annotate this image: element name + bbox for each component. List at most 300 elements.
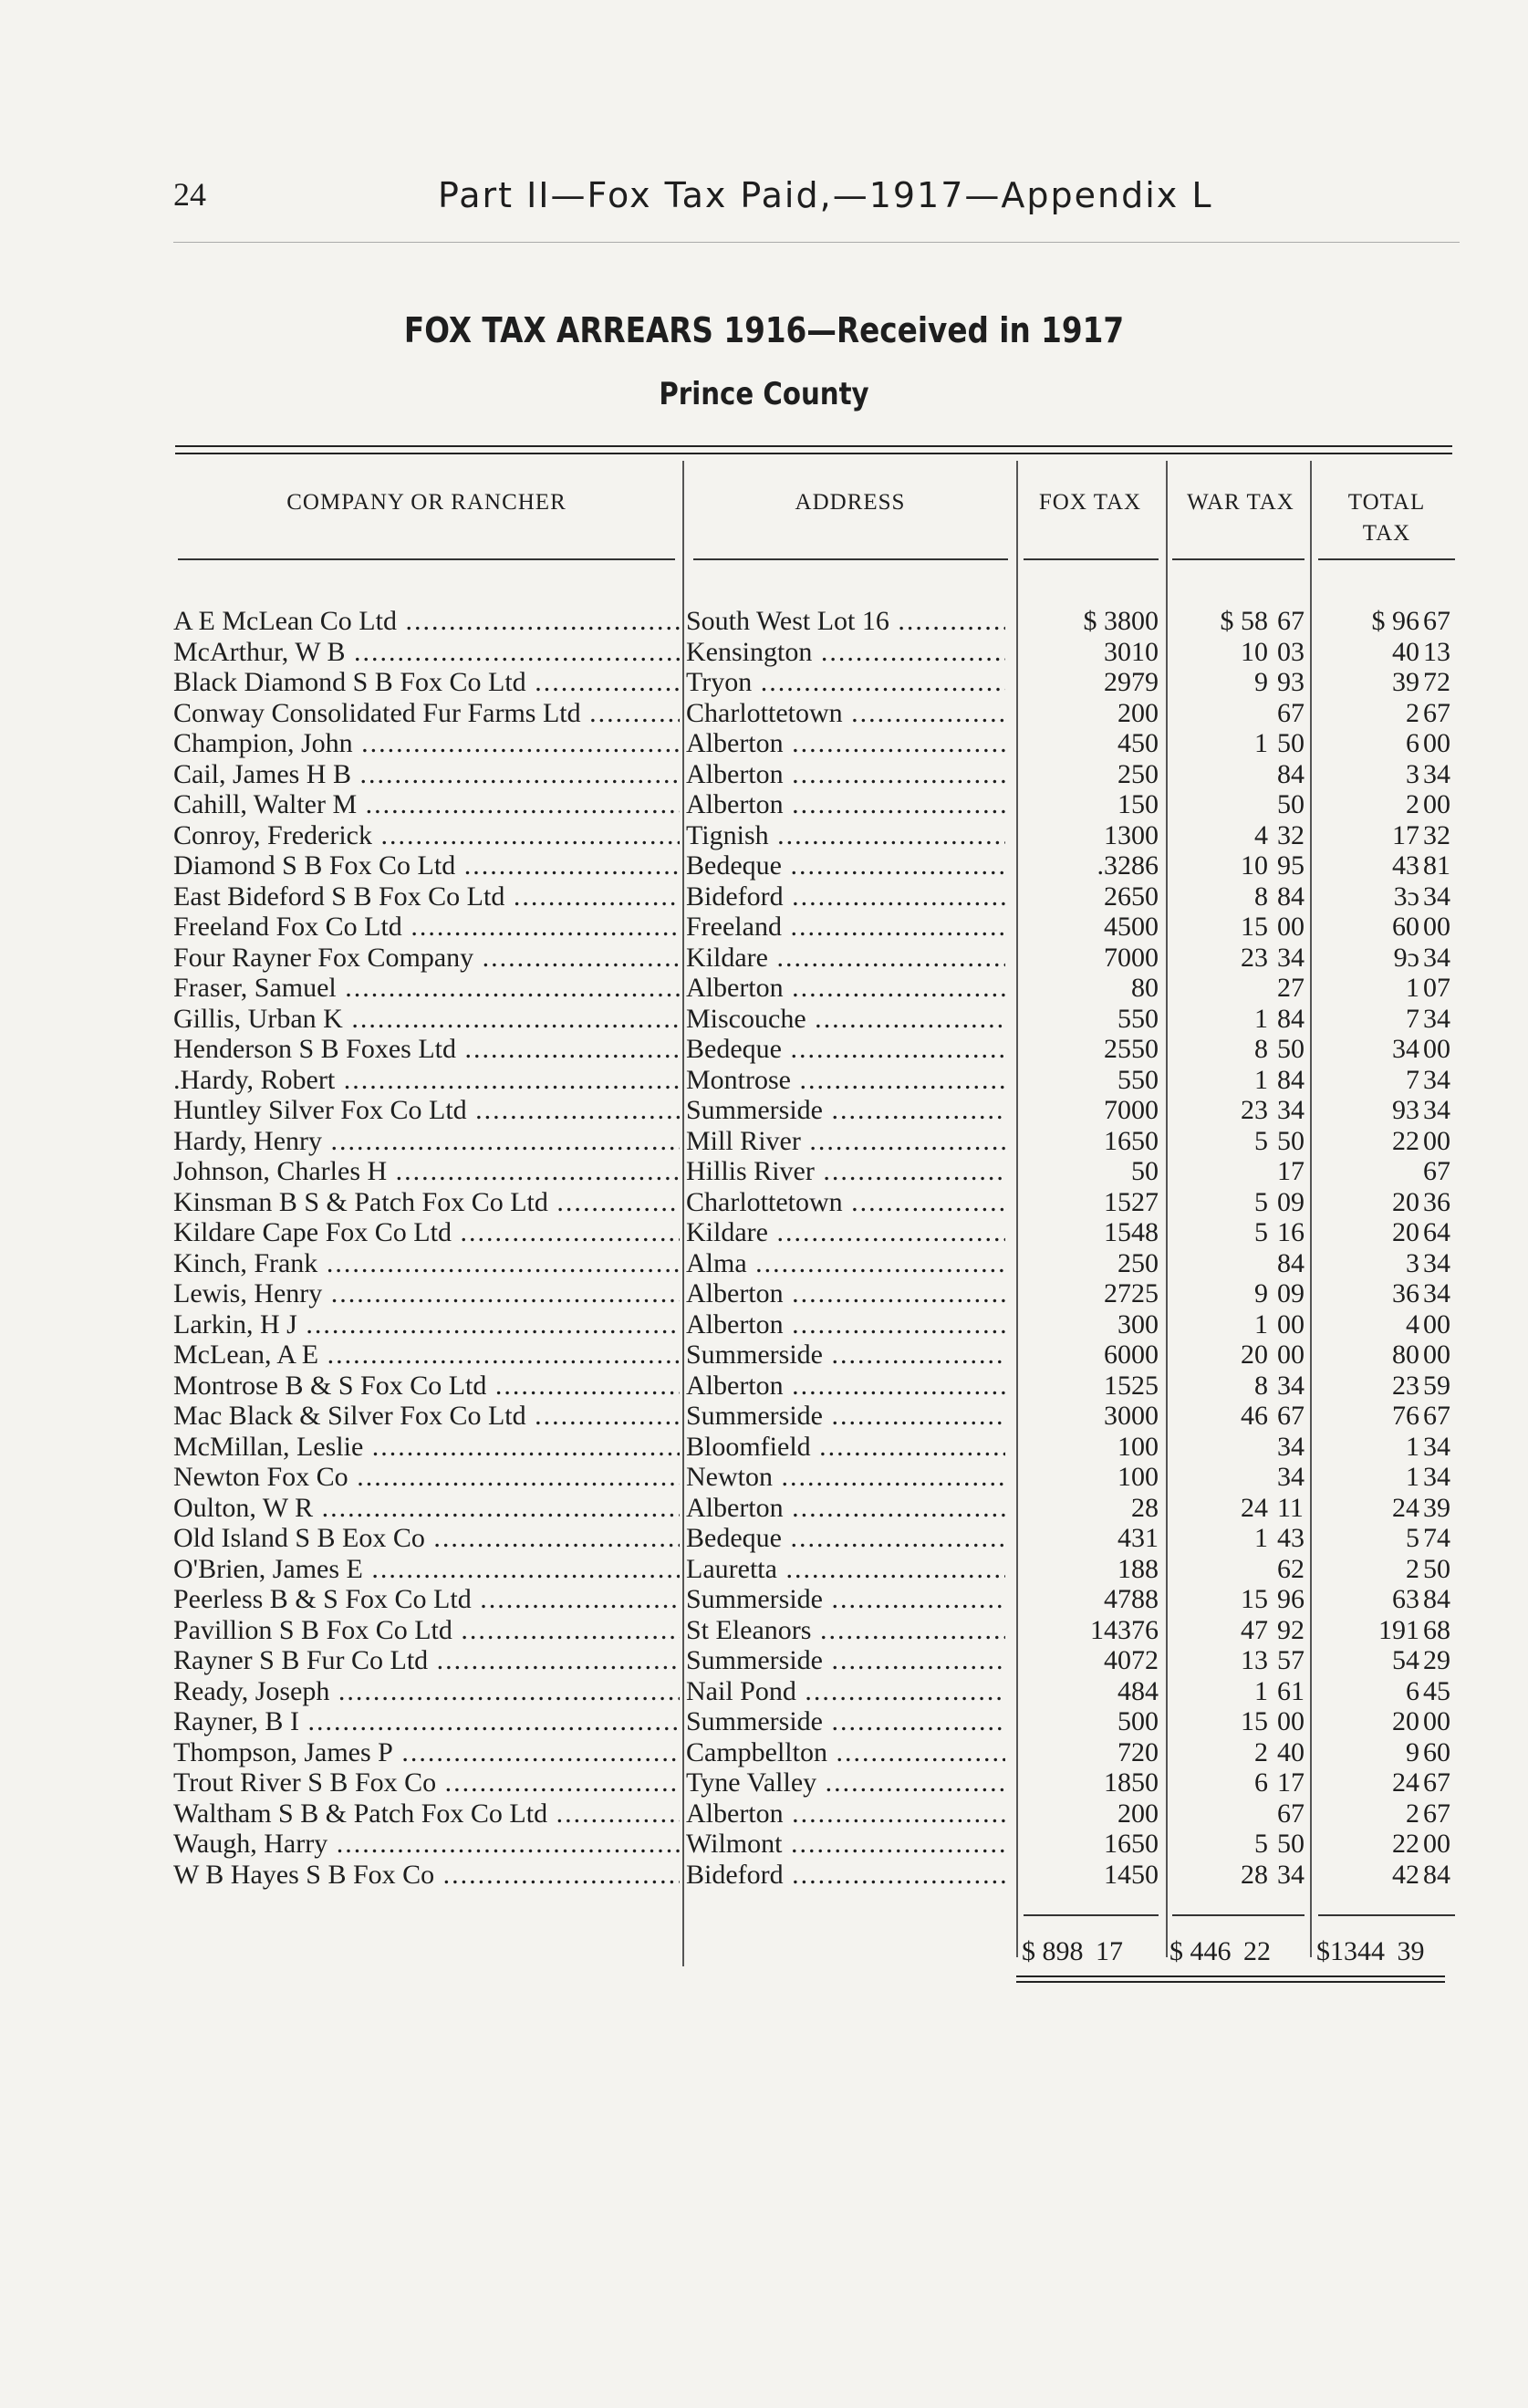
address-cell: Summerside .....: [686, 1645, 1005, 1676]
company-cell: Kinsman B S & Patch Fox Co Ltd .....: [173, 1187, 680, 1218]
total-tax-cents: 00: [1423, 912, 1450, 942]
total-tax-cents: 67: [1423, 1156, 1450, 1186]
total-tax-cents: 13: [1423, 636, 1450, 667]
header-underline-address: [693, 558, 1008, 560]
fox-tax-dollars: 2: [1117, 1798, 1131, 1829]
table-row: [0, 973, 1528, 1004]
fox-tax-dollars: 70: [1104, 942, 1131, 973]
table-row: [0, 1156, 1528, 1187]
page-number: 24: [173, 176, 206, 213]
fox-tax-dollars: 1: [1117, 1553, 1131, 1584]
company-cell: Oulton, W R .....: [173, 1493, 680, 1524]
total-war-dollars: $ 446: [1169, 1936, 1232, 1966]
war-tax-dollars: 5: [1254, 1217, 1268, 1247]
war-tax-dollars: 1: [1254, 728, 1268, 758]
war-tax-dollars: $ 58: [1220, 606, 1268, 636]
total-tax-dollars: 36: [1392, 1278, 1419, 1308]
total-tax-cents: 34: [1423, 942, 1450, 973]
total-tax-dollars: 43: [1392, 850, 1419, 881]
total-tax-cents: 34: [1423, 1462, 1450, 1492]
table-row: [0, 1401, 1528, 1432]
war-tax-dollars: 15: [1241, 1706, 1268, 1736]
total-tax-dollars: 1: [1406, 973, 1419, 1003]
table-row: [0, 1065, 1528, 1096]
address-cell: Lauretta .....: [686, 1554, 1005, 1585]
fox-tax-cents: 72: [1131, 1645, 1159, 1675]
war-tax-cents: 27: [1277, 973, 1305, 1003]
fox-tax-dollars: 4: [1117, 728, 1131, 758]
total-tax-cents: 84: [1423, 1584, 1450, 1614]
war-tax-dollars: 1: [1254, 1064, 1268, 1095]
war-tax-dollars: 24: [1241, 1492, 1268, 1523]
fox-tax-dollars: 2: [1117, 758, 1131, 789]
fox-tax-dollars: 13: [1104, 819, 1131, 850]
fox-tax-dollars: 15: [1104, 1217, 1131, 1247]
column-header-total-tax: [1314, 487, 1460, 549]
total-tax-cents: 84: [1423, 1859, 1450, 1890]
address-cell: Alberton .....: [686, 1309, 1005, 1340]
total-tax-dollars: 2: [1406, 697, 1419, 728]
table-row: [0, 1767, 1528, 1798]
war-tax-cents: 34: [1277, 1431, 1305, 1462]
war-tax-cents: 96: [1277, 1584, 1305, 1614]
header-underline-company: [178, 558, 675, 560]
war-tax-cents: 50: [1277, 1829, 1305, 1859]
address-cell: Summerside .....: [686, 1095, 1005, 1126]
fox-tax-cents: 50: [1131, 1859, 1159, 1890]
total-tax-cents: 34: [1423, 1247, 1450, 1278]
war-tax-dollars: 1: [1254, 1308, 1268, 1340]
war-tax-dollars: 2: [1254, 1736, 1268, 1767]
total-tax-cents: 00: [1423, 1706, 1450, 1736]
total-war-tax: [1169, 1936, 1271, 1967]
company-cell: Kinch, Frank .....: [173, 1248, 680, 1279]
war-tax-dollars: 46: [1241, 1401, 1268, 1431]
header-underline-total: [1318, 558, 1455, 560]
company-cell: Fraser, Samuel .....: [173, 973, 680, 1004]
war-tax-cents: 16: [1277, 1217, 1305, 1247]
company-cell: Mac Black & Silver Fox Co Ltd .....: [173, 1401, 680, 1432]
company-cell: Conroy, Frederick .....: [173, 820, 680, 851]
fox-tax-cents: 50: [1131, 1829, 1159, 1859]
table-row: [0, 1248, 1528, 1279]
fox-tax-dollars: 16: [1104, 1125, 1131, 1156]
total-tax-dollars: 22: [1392, 1829, 1419, 1859]
address-cell: Campbellton .....: [686, 1737, 1005, 1768]
fox-tax-dollars: 4: [1117, 1523, 1131, 1553]
company-cell: Waugh, Harry .....: [173, 1829, 680, 1860]
fox-tax-dollars: 2: [1117, 1247, 1131, 1278]
total-tax-dollars: 40: [1392, 636, 1419, 667]
total-tax-dollars: 6: [1406, 1675, 1419, 1706]
war-tax-cents: 93: [1277, 667, 1305, 697]
total-tax-dollars: 20: [1392, 1217, 1419, 1247]
company-cell: Rayner, B I .....: [173, 1706, 680, 1737]
table-row: [0, 820, 1528, 851]
fox-tax-dollars: 2: [1117, 697, 1131, 728]
war-tax-dollars: 13: [1241, 1645, 1268, 1675]
table-row: [0, 1004, 1528, 1035]
war-tax-cents: 50: [1277, 789, 1305, 819]
table-row: [0, 1187, 1528, 1218]
fox-tax-cents: 50: [1131, 881, 1159, 912]
total-tax-cents: 39: [1423, 1492, 1450, 1523]
fox-tax-cents: 50: [1131, 758, 1159, 789]
war-tax-cents: 62: [1277, 1553, 1305, 1584]
table-row: [0, 789, 1528, 820]
total-tax-dollars: $ 96: [1371, 606, 1419, 636]
company-cell: Kildare Cape Fox Co Ltd .....: [173, 1217, 680, 1248]
table-row: [0, 1737, 1528, 1768]
address-cell: Montrose .....: [686, 1065, 1005, 1096]
fox-tax-dollars: 30: [1104, 636, 1131, 667]
total-tax-dollars: 7: [1406, 1003, 1419, 1034]
fox-tax-cents: 50: [1131, 1156, 1159, 1186]
total-tax-cents: 34: [1423, 881, 1450, 912]
address-cell: Bideford .....: [686, 881, 1005, 912]
fox-tax-cents: 88: [1131, 1584, 1159, 1614]
fox-tax-dollars: 18: [1104, 1767, 1131, 1798]
total-tax-cents: 00: [1423, 1125, 1450, 1156]
total-tax-dollars: 6: [1406, 728, 1419, 758]
war-tax-cents: 92: [1277, 1614, 1305, 1645]
sum-rule-fox: [1024, 1914, 1159, 1916]
total-tax-cents: 67: [1423, 606, 1450, 636]
total-tax-dollars: 23: [1392, 1370, 1419, 1401]
war-tax-dollars: 8: [1254, 1034, 1268, 1064]
address-cell: Bedeque .....: [686, 850, 1005, 881]
address-cell: Bloomfield .....: [686, 1432, 1005, 1463]
war-tax-dollars: 8: [1254, 1370, 1268, 1401]
total-tax-cents: 67: [1423, 697, 1450, 728]
total-tax-dollars: 17: [1392, 819, 1419, 850]
table-row: [0, 1706, 1528, 1737]
fox-tax-dollars: 26: [1104, 881, 1131, 912]
address-cell: Alberton .....: [686, 1798, 1005, 1829]
fox-tax-dollars: 1: [1117, 1462, 1131, 1492]
fox-tax-cents: 31: [1131, 1523, 1159, 1553]
war-tax-dollars: 5: [1254, 1125, 1268, 1156]
total-tax-cents: 36: [1423, 1186, 1450, 1217]
address-cell: Mill River .....: [686, 1126, 1005, 1157]
table-row: [0, 912, 1528, 943]
war-tax-cents: 40: [1277, 1736, 1305, 1767]
war-tax-cents: 43: [1277, 1523, 1305, 1553]
fox-tax-dollars: .32: [1097, 850, 1131, 881]
war-tax-cents: 00: [1277, 1706, 1305, 1736]
table-row: [0, 1645, 1528, 1676]
total-tax-dollars: 191: [1378, 1614, 1419, 1645]
company-cell: Hardy, Henry .....: [173, 1126, 680, 1157]
fox-tax-cents: 50: [1131, 1064, 1159, 1095]
war-tax-cents: 67: [1277, 606, 1305, 636]
war-tax-dollars: 1: [1254, 1523, 1268, 1553]
address-cell: Summerside .....: [686, 1706, 1005, 1737]
total-tax-cents: 00: [1423, 1340, 1450, 1370]
table-row: [0, 759, 1528, 790]
table-row: [0, 1462, 1528, 1493]
table-top-rule-double: [175, 453, 1452, 454]
company-cell: McArthur, W B .....: [173, 637, 680, 668]
total-tax-dollars: 5: [1406, 1523, 1419, 1553]
total-tax-cents: 59: [1423, 1370, 1450, 1401]
address-cell: Alberton .....: [686, 728, 1005, 759]
fox-tax-dollars: 5: [1117, 1706, 1131, 1736]
address-cell: Alma .....: [686, 1248, 1005, 1279]
fox-tax-dollars: 3: [1117, 1308, 1131, 1340]
total-tax-dollars: 1: [1406, 1462, 1419, 1492]
total-tax-cents: 32: [1423, 819, 1450, 850]
total-tax-cents: 67: [1423, 1767, 1450, 1798]
fox-tax-cents: 00: [1131, 819, 1159, 850]
company-cell: Larkin, H J .....: [173, 1309, 680, 1340]
column-header-fox-tax: FOX TAX: [1038, 490, 1142, 515]
war-tax-cents: 67: [1277, 1401, 1305, 1431]
fox-tax-dollars: 143: [1090, 1614, 1131, 1645]
war-tax-cents: 32: [1277, 819, 1305, 850]
fox-tax-cents: 27: [1131, 1186, 1159, 1217]
fox-tax-dollars: 14: [1104, 1859, 1131, 1890]
address-cell: Nail Pond .....: [686, 1676, 1005, 1707]
company-cell: Rayner S B Fur Co Ltd .....: [173, 1645, 680, 1676]
total-tax-cents: 34: [1423, 1095, 1450, 1125]
table-subtitle: Prince County: [659, 376, 869, 412]
column-header-address: ADDRESS: [795, 490, 906, 515]
war-tax-cents: 50: [1277, 1125, 1305, 1156]
table-row: [0, 667, 1528, 698]
address-cell: Alberton .....: [686, 789, 1005, 820]
total-tax-cents: 67: [1423, 1401, 1450, 1431]
address-cell: Summerside .....: [686, 1584, 1005, 1615]
total-fox-cents: 17: [1096, 1936, 1123, 1966]
column-header-war-tax: WAR TAX: [1187, 490, 1294, 515]
table-row: [0, 1493, 1528, 1524]
company-cell: East Bideford S B Fox Co Ltd .....: [173, 881, 680, 912]
company-cell: Montrose B & S Fox Co Ltd .....: [173, 1371, 680, 1402]
war-tax-cents: 11: [1277, 1492, 1304, 1523]
fox-tax-cents: 50: [1131, 789, 1159, 819]
table-row: [0, 1860, 1528, 1891]
total-tax-cents: 72: [1423, 667, 1450, 697]
sum-rule-total: [1318, 1914, 1455, 1916]
war-tax-cents: 61: [1277, 1675, 1305, 1706]
fox-tax-dollars: 60: [1104, 1340, 1131, 1370]
company-cell: Trout River S B Fox Co .....: [173, 1767, 680, 1798]
table-row: [0, 1126, 1528, 1157]
total-tax-dollars: 34: [1392, 1034, 1419, 1064]
war-tax-cents: 84: [1277, 1003, 1305, 1034]
table-top-rule: [175, 445, 1452, 447]
fox-tax-cents: 79: [1131, 667, 1159, 697]
war-tax-cents: 84: [1277, 1064, 1305, 1095]
war-tax-cents: 34: [1277, 1095, 1305, 1125]
table-row: [0, 1309, 1528, 1340]
total-tax-dollars: 9ɔ: [1393, 942, 1419, 973]
war-tax-cents: 67: [1277, 697, 1305, 728]
address-cell: Kensington .....: [686, 637, 1005, 668]
table-row: [0, 943, 1528, 974]
fox-tax-dollars: $ 38: [1083, 606, 1131, 636]
company-cell: Henderson S B Foxes Ltd .....: [173, 1034, 680, 1065]
fox-tax-cents: 86: [1131, 850, 1159, 881]
total-tax-dollars: 60: [1392, 912, 1419, 942]
total-tax-cents: 67: [1423, 1798, 1450, 1829]
total-tax-dollars: 42: [1392, 1859, 1419, 1890]
company-cell: McMillan, Leslie .....: [173, 1432, 680, 1463]
war-tax-dollars: 28: [1241, 1859, 1268, 1890]
total-tax-dollars: 3ɔ: [1393, 881, 1419, 912]
fox-tax-cents: 50: [1131, 1247, 1159, 1278]
table-row: [0, 1432, 1528, 1463]
address-cell: Bideford .....: [686, 1860, 1005, 1891]
company-cell: Champion, John .....: [173, 728, 680, 759]
total-tax-dollars: 80: [1392, 1340, 1419, 1370]
company-cell: Gillis, Urban K .....: [173, 1004, 680, 1035]
company-cell: Johnson, Charles H .....: [173, 1156, 680, 1187]
table-row: [0, 1034, 1528, 1065]
table-row: [0, 1554, 1528, 1585]
total-tax-cents: 34: [1423, 1431, 1450, 1462]
table-row: [0, 698, 1528, 729]
fox-tax-dollars: 15: [1104, 1186, 1131, 1217]
address-cell: St Eleanors .....: [686, 1615, 1005, 1646]
table-row: [0, 606, 1528, 637]
war-tax-dollars: 9: [1254, 1278, 1268, 1308]
war-tax-cents: 03: [1277, 636, 1305, 667]
total-tax-dollars: 1: [1406, 1431, 1419, 1462]
fox-tax-dollars: 30: [1104, 1401, 1131, 1431]
table-row: [0, 1523, 1528, 1554]
war-tax-dollars: 9: [1254, 667, 1268, 697]
table-row: [0, 1371, 1528, 1402]
total-tax-cents: 74: [1423, 1523, 1450, 1553]
column-header-company: COMPANY OR RANCHER: [286, 490, 567, 515]
header-rule: [173, 242, 1460, 243]
address-cell: Newton .....: [686, 1462, 1005, 1493]
war-tax-cents: 17: [1277, 1767, 1305, 1798]
total-tax-dollars: 54: [1392, 1645, 1419, 1675]
company-cell: Ready, Joseph .....: [173, 1676, 680, 1707]
total-tax-dollars: 2: [1406, 1798, 1419, 1829]
total-tax-dollars: 2: [1406, 789, 1419, 819]
fox-tax-cents: 00: [1131, 1462, 1159, 1492]
totals-bottom-rule-double: [1016, 1981, 1445, 1983]
table-row: [0, 1829, 1528, 1860]
address-cell: Alberton .....: [686, 973, 1005, 1004]
war-tax-cents: 84: [1277, 881, 1305, 912]
total-tax-dollars: 20: [1392, 1186, 1419, 1217]
total-tax-dollars: 7: [1406, 1064, 1419, 1095]
fox-tax-cents: 80: [1131, 973, 1159, 1003]
address-cell: Bedeque .....: [686, 1034, 1005, 1065]
total-total-cents: 39: [1397, 1936, 1425, 1966]
header-underline-war: [1172, 558, 1305, 560]
war-tax-cents: 67: [1277, 1798, 1305, 1829]
fox-tax-cents: 25: [1131, 1370, 1159, 1401]
address-cell: Alberton .....: [686, 1371, 1005, 1402]
fox-tax-dollars: 7: [1117, 1736, 1131, 1767]
company-cell: Freeland Fox Co Ltd .....: [173, 912, 680, 943]
war-tax-dollars: 8: [1254, 881, 1268, 912]
company-cell: Diamond S B Fox Co Ltd .....: [173, 850, 680, 881]
fox-tax-cents: 00: [1131, 606, 1159, 636]
fox-tax-dollars: 47: [1104, 1584, 1131, 1614]
war-tax-cents: 17: [1277, 1156, 1305, 1186]
fox-tax-cents: 25: [1131, 1278, 1159, 1308]
company-cell: O'Brien, James E .....: [173, 1554, 680, 1585]
fox-tax-cents: 00: [1131, 912, 1159, 942]
total-fox-dollars: $ 898: [1022, 1936, 1084, 1966]
total-tax-cents: 00: [1423, 728, 1450, 758]
total-tax-cents: 45: [1423, 1675, 1450, 1706]
war-tax-dollars: 23: [1241, 1095, 1268, 1125]
column-header-total-line1: TOTAL: [1347, 490, 1426, 515]
company-cell: A E McLean Co Ltd .....: [173, 606, 680, 637]
fox-tax-cents: 00: [1131, 1401, 1159, 1431]
war-tax-cents: 00: [1277, 1308, 1305, 1340]
total-tax-cents: 68: [1423, 1614, 1450, 1645]
total-tax-cents: 81: [1423, 850, 1450, 881]
header-underline-fox: [1024, 558, 1159, 560]
war-tax-dollars: 1: [1254, 1003, 1268, 1034]
address-cell: Summerside .....: [686, 1340, 1005, 1371]
total-war-cents: 22: [1243, 1936, 1271, 1966]
total-tax-dollars: 24: [1392, 1767, 1419, 1798]
table-row: [0, 1615, 1528, 1646]
war-tax-cents: 00: [1277, 912, 1305, 942]
address-cell: Tryon .....: [686, 667, 1005, 698]
total-tax-dollars: 3: [1406, 758, 1419, 789]
address-cell: Kildare .....: [686, 943, 1005, 974]
address-cell: Charlottetown .....: [686, 1187, 1005, 1218]
fox-tax-cents: 84: [1131, 1675, 1159, 1706]
fox-tax-cents: 50: [1131, 1034, 1159, 1064]
total-tax-dollars: 93: [1392, 1095, 1419, 1125]
war-tax-dollars: 1: [1254, 1675, 1268, 1706]
address-cell: South West Lot 16 .....: [686, 606, 1005, 637]
fox-tax-cents: 88: [1131, 1553, 1159, 1584]
war-tax-dollars: 10: [1241, 850, 1268, 881]
war-tax-dollars: 15: [1241, 912, 1268, 942]
war-tax-cents: 09: [1277, 1278, 1305, 1308]
address-cell: Hillis River .....: [686, 1156, 1005, 1187]
war-tax-dollars: 47: [1241, 1614, 1268, 1645]
war-tax-dollars: 4: [1254, 819, 1268, 850]
total-tax-dollars: 2: [1406, 1553, 1419, 1584]
address-cell: Alberton .....: [686, 1278, 1005, 1309]
table-row: [0, 850, 1528, 881]
fox-tax-dollars: 1: [1117, 1431, 1131, 1462]
company-cell: Lewis, Henry .....: [173, 1278, 680, 1309]
total-tax-cents: 34: [1423, 1278, 1450, 1308]
address-cell: Wilmont .....: [686, 1829, 1005, 1860]
fox-tax-cents: 00: [1131, 1431, 1159, 1462]
fox-tax-cents: 28: [1131, 1492, 1159, 1523]
fox-tax-dollars: 45: [1104, 912, 1131, 942]
total-tax-cents: 34: [1423, 1064, 1450, 1095]
total-tax-dollars: 9: [1406, 1736, 1419, 1767]
table-row: [0, 1676, 1528, 1707]
total-tax-dollars: 63: [1392, 1584, 1419, 1614]
totals-bottom-rule: [1016, 1975, 1445, 1977]
war-tax-dollars: 10: [1241, 636, 1268, 667]
fox-tax-cents: 00: [1131, 1706, 1159, 1736]
war-tax-cents: 34: [1277, 1462, 1305, 1492]
company-cell: .Hardy, Robert .....: [173, 1065, 680, 1096]
fox-tax-cents: 48: [1131, 1217, 1159, 1247]
total-fox-tax: [1022, 1936, 1123, 1967]
running-head: Part II—Fox Tax Paid,—1917—Appendix L: [438, 175, 1213, 215]
